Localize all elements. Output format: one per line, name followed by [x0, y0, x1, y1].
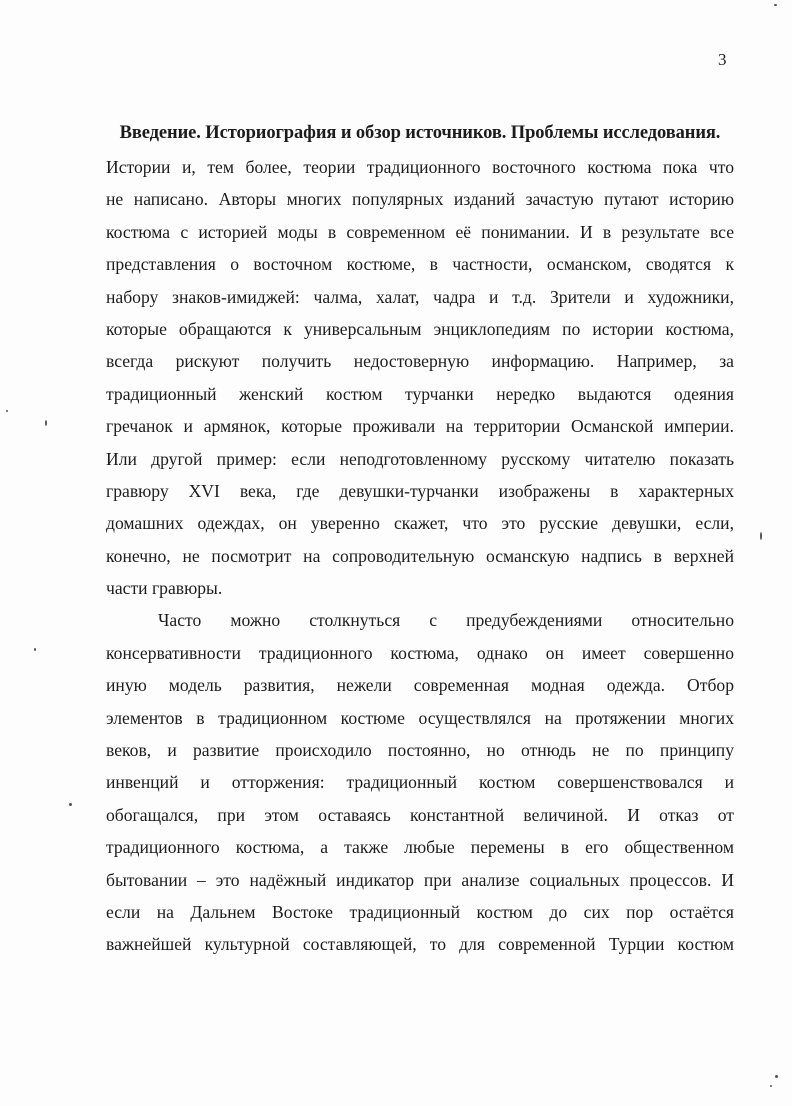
text-line: бытовании – это надёжный индикатор при анализе социальных процессов. И — [106, 869, 734, 890]
text-line: элементов в традиционном костюме осуществлялся на протяжении многих — [106, 707, 734, 728]
paragraph-2 — [106, 604, 734, 960]
scan-speck — [760, 532, 762, 540]
text-line: части гравюры. — [106, 578, 223, 599]
text-line: конечно, не посмотрит на сопроводительную османскую надпись в верхней — [106, 545, 734, 566]
scan-speck — [775, 1075, 778, 1078]
scan-speck — [45, 420, 47, 426]
text-line: гречанок и армянок, которые проживали на территории Османской империи. — [106, 416, 734, 437]
text-line: веков, и развитие происходило постоянно, но отнюдь не по принципу — [106, 740, 734, 761]
scan-speck — [6, 410, 8, 412]
text-line: иную модель развития, нежели современная модная одежда. Отбор — [106, 675, 734, 696]
text-line: домашних одеждах, он уверенно скажет, что это русские девушки, если, — [106, 513, 734, 534]
text-line: гравюру XVI века, где девушки-турчанки изображены в характерных — [106, 480, 734, 501]
text-line: традиционный женский костюм турчанки нередко выдаются одеяния — [106, 383, 734, 404]
text-line: традиционного костюма, а также любые перемены в его общественном — [106, 837, 734, 858]
text-line: набору знаков-имиджей: чалма, халат, чадра и т.д. Зрители и художники, — [106, 286, 734, 307]
text-line: Или другой пример: если неподготовленному русскому читателю показать — [106, 448, 734, 469]
text-line: которые обращаются к универсальным энциклопедиям по истории костюма, — [106, 318, 734, 339]
text-line: Часто можно столкнуться с предубеждениями относительно — [158, 610, 734, 631]
text-line: не написано. Авторы многих популярных изданий зачастую путают историю — [106, 189, 734, 210]
section-title: Введение. Историография и обзор источников. Проблемы исследования. — [119, 123, 721, 143]
text-line: обогащался, при этом оставаясь константной величиной. И отказ от — [106, 804, 734, 825]
body-text — [106, 151, 734, 961]
text-line: Истории и, тем более, теории традиционного восточного костюма пока что — [106, 157, 734, 177]
page-number: 3 — [718, 50, 727, 69]
scan-speck — [34, 648, 36, 651]
scan-speck — [770, 1085, 772, 1087]
paragraph-1 — [106, 151, 734, 604]
text-line: важнейшей культурной составляющей, то для современной Турции костюм — [106, 934, 734, 955]
text-line: костюма с историей моды в современном её понимании. И в результате все — [106, 221, 734, 242]
scan-speck — [774, 4, 777, 6]
scan-speck — [69, 803, 72, 806]
text-line: консервативности традиционного костюма, однако он имеет совершенно — [106, 642, 734, 663]
text-line: инвенций и отторжения: традиционный костюм совершенствовался и — [106, 772, 734, 793]
text-line: если на Дальнем Востоке традиционный костюм до сих пор остаётся — [106, 901, 734, 922]
text-line: представления о восточном костюме, в частности, османском, сводятся к — [106, 254, 734, 275]
text-line: всегда рискуют получить недостоверную информацию. Например, за — [106, 351, 734, 372]
